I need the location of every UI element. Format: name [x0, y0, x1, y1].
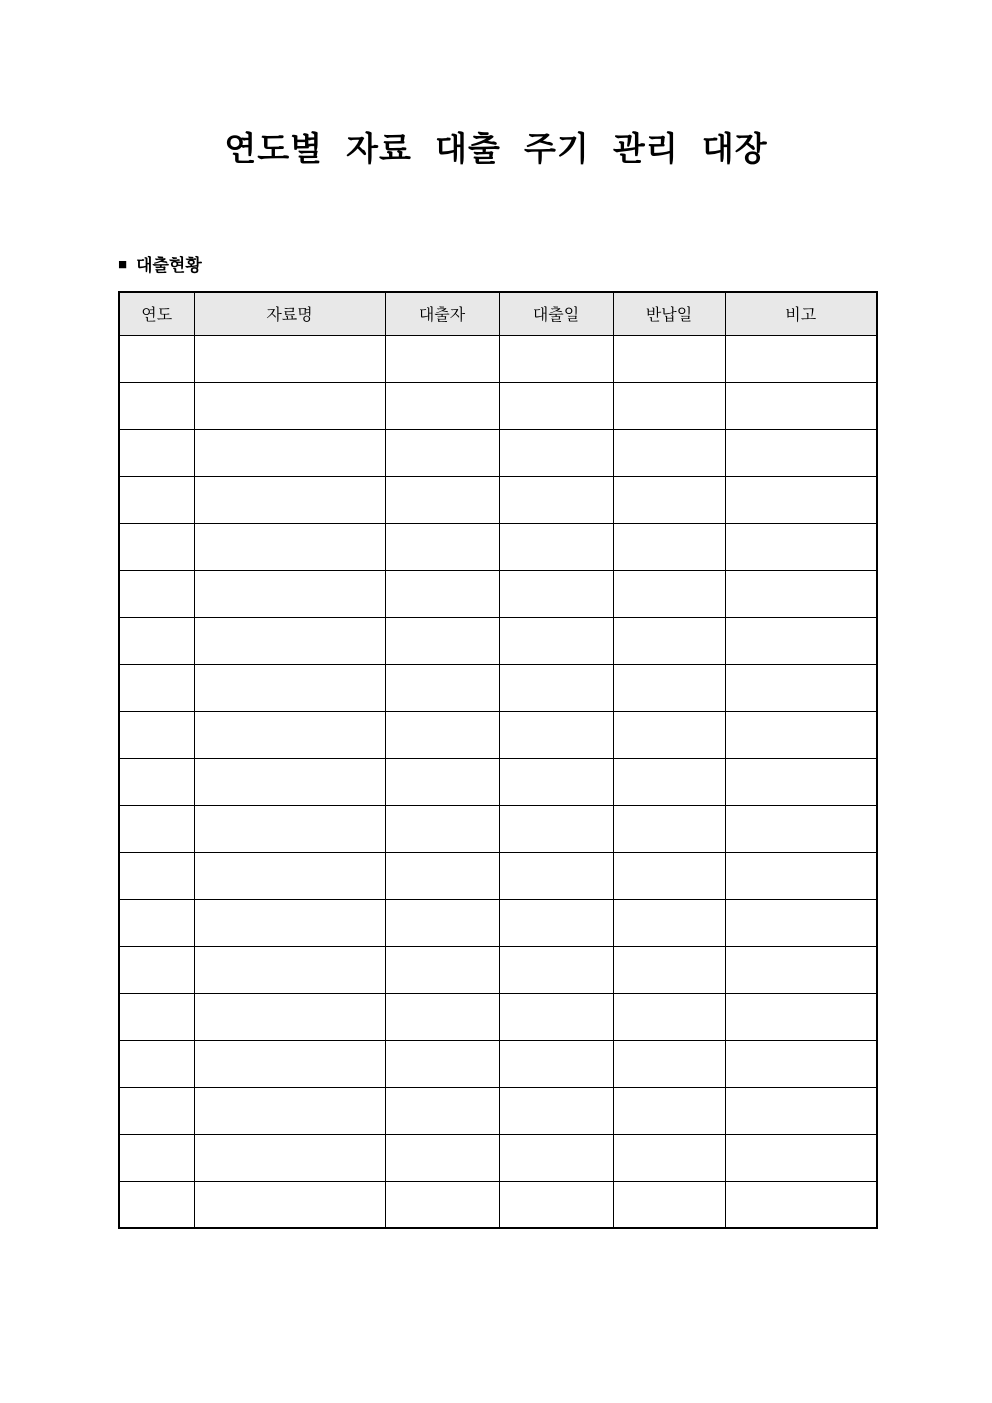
- cell-year[interactable]: [119, 335, 194, 382]
- table-row: [119, 570, 877, 617]
- document-title: 연도별 자료 대출 주기 관리 대장: [224, 130, 768, 167]
- cell-material-name[interactable]: [194, 899, 385, 946]
- cell-loan-date[interactable]: [499, 664, 613, 711]
- cell-year[interactable]: [119, 570, 194, 617]
- cell-return-date[interactable]: [613, 946, 725, 993]
- cell-loan-date[interactable]: [499, 335, 613, 382]
- cell-material-name[interactable]: [194, 711, 385, 758]
- cell-remarks[interactable]: [725, 993, 877, 1040]
- cell-return-date[interactable]: [613, 899, 725, 946]
- table-row: [119, 805, 877, 852]
- cell-material-name[interactable]: [194, 429, 385, 476]
- cell-remarks[interactable]: [725, 1181, 877, 1228]
- cell-material-name[interactable]: [194, 993, 385, 1040]
- cell-remarks[interactable]: [725, 523, 877, 570]
- cell-loan-date[interactable]: [499, 852, 613, 899]
- cell-material-name[interactable]: [194, 946, 385, 993]
- cell-return-date[interactable]: [613, 1181, 725, 1228]
- cell-return-date[interactable]: [613, 711, 725, 758]
- section-header: [118, 251, 202, 276]
- cell-loan-date[interactable]: [499, 476, 613, 523]
- cell-loan-date[interactable]: [499, 570, 613, 617]
- cell-return-date[interactable]: [613, 993, 725, 1040]
- cell-remarks[interactable]: [725, 1040, 877, 1087]
- cell-borrower[interactable]: [385, 805, 499, 852]
- cell-year[interactable]: [119, 852, 194, 899]
- cell-year[interactable]: [119, 758, 194, 805]
- cell-remarks[interactable]: [725, 899, 877, 946]
- table-row: [119, 523, 877, 570]
- cell-borrower[interactable]: [385, 429, 499, 476]
- cell-loan-date[interactable]: [499, 946, 613, 993]
- cell-return-date[interactable]: [613, 1134, 725, 1181]
- cell-material-name[interactable]: [194, 335, 385, 382]
- cell-material-name[interactable]: [194, 476, 385, 523]
- table-row: [119, 711, 877, 758]
- cell-remarks[interactable]: [725, 758, 877, 805]
- cell-borrower[interactable]: [385, 946, 499, 993]
- cell-remarks[interactable]: [725, 946, 877, 993]
- column-header-remarks: 비고: [725, 292, 877, 335]
- table-row: [119, 1181, 877, 1228]
- table-row: [119, 899, 877, 946]
- table-row: [119, 1134, 877, 1181]
- cell-borrower[interactable]: [385, 523, 499, 570]
- cell-borrower[interactable]: [385, 570, 499, 617]
- cell-remarks[interactable]: [725, 617, 877, 664]
- cell-return-date[interactable]: [613, 617, 725, 664]
- cell-year[interactable]: [119, 382, 194, 429]
- table-row: [119, 946, 877, 993]
- cell-remarks[interactable]: [725, 429, 877, 476]
- cell-year[interactable]: [119, 899, 194, 946]
- cell-loan-date[interactable]: [499, 382, 613, 429]
- cell-material-name[interactable]: [194, 1134, 385, 1181]
- cell-return-date[interactable]: [613, 570, 725, 617]
- cell-return-date[interactable]: [613, 1040, 725, 1087]
- cell-return-date[interactable]: [613, 664, 725, 711]
- cell-borrower[interactable]: [385, 382, 499, 429]
- cell-borrower[interactable]: [385, 852, 499, 899]
- cell-remarks[interactable]: [725, 382, 877, 429]
- cell-material-name[interactable]: [194, 382, 385, 429]
- cell-loan-date[interactable]: [499, 617, 613, 664]
- cell-borrower[interactable]: [385, 476, 499, 523]
- cell-borrower[interactable]: [385, 664, 499, 711]
- cell-material-name[interactable]: [194, 1040, 385, 1087]
- table-row: [119, 1087, 877, 1134]
- cell-year[interactable]: [119, 946, 194, 993]
- cell-remarks[interactable]: [725, 711, 877, 758]
- cell-loan-date[interactable]: [499, 523, 613, 570]
- cell-loan-date[interactable]: [499, 429, 613, 476]
- cell-year[interactable]: [119, 476, 194, 523]
- cell-material-name[interactable]: [194, 523, 385, 570]
- cell-loan-date[interactable]: [499, 1181, 613, 1228]
- cell-return-date[interactable]: [613, 1087, 725, 1134]
- cell-remarks[interactable]: [725, 664, 877, 711]
- cell-loan-date[interactable]: [499, 993, 613, 1040]
- cell-material-name[interactable]: [194, 617, 385, 664]
- cell-return-date[interactable]: [613, 476, 725, 523]
- cell-borrower[interactable]: [385, 617, 499, 664]
- table-row: [119, 1040, 877, 1087]
- cell-year[interactable]: [119, 1181, 194, 1228]
- cell-return-date[interactable]: [613, 382, 725, 429]
- cell-year[interactable]: [119, 1087, 194, 1134]
- cell-year[interactable]: [119, 805, 194, 852]
- table-row: [119, 993, 877, 1040]
- table-row: [119, 476, 877, 523]
- cell-remarks[interactable]: [725, 1134, 877, 1181]
- cell-borrower[interactable]: [385, 711, 499, 758]
- cell-return-date[interactable]: [613, 805, 725, 852]
- cell-return-date[interactable]: [613, 429, 725, 476]
- cell-return-date[interactable]: [613, 758, 725, 805]
- cell-year[interactable]: [119, 1040, 194, 1087]
- cell-loan-date[interactable]: [499, 1040, 613, 1087]
- cell-year[interactable]: [119, 664, 194, 711]
- column-header-loan-date: 대출일: [499, 292, 613, 335]
- cell-material-name[interactable]: [194, 805, 385, 852]
- cell-return-date[interactable]: [613, 852, 725, 899]
- cell-borrower[interactable]: [385, 1087, 499, 1134]
- table-row: [119, 429, 877, 476]
- cell-year[interactable]: [119, 993, 194, 1040]
- cell-remarks[interactable]: [725, 1087, 877, 1134]
- cell-loan-date[interactable]: [499, 711, 613, 758]
- cell-borrower[interactable]: [385, 758, 499, 805]
- cell-loan-date[interactable]: [499, 899, 613, 946]
- cell-return-date[interactable]: [613, 523, 725, 570]
- table-row: [119, 852, 877, 899]
- cell-year[interactable]: [119, 523, 194, 570]
- table-row: [119, 617, 877, 664]
- cell-year[interactable]: [119, 429, 194, 476]
- cell-material-name[interactable]: [194, 1087, 385, 1134]
- cell-year[interactable]: [119, 711, 194, 758]
- cell-borrower[interactable]: [385, 1134, 499, 1181]
- table-row: [119, 335, 877, 382]
- column-header-return-date: 반납일: [613, 292, 725, 335]
- table-header-row: [119, 292, 877, 335]
- cell-borrower[interactable]: [385, 1181, 499, 1228]
- cell-borrower[interactable]: [385, 335, 499, 382]
- cell-year[interactable]: [119, 617, 194, 664]
- cell-remarks[interactable]: [725, 476, 877, 523]
- cell-return-date[interactable]: [613, 335, 725, 382]
- cell-material-name[interactable]: [194, 758, 385, 805]
- cell-loan-date[interactable]: [499, 805, 613, 852]
- column-header-material-name: 자료명: [194, 292, 385, 335]
- cell-material-name[interactable]: [194, 570, 385, 617]
- cell-material-name[interactable]: [194, 664, 385, 711]
- section-label: 대출현황: [136, 256, 202, 275]
- cell-loan-date[interactable]: [499, 1087, 613, 1134]
- cell-borrower[interactable]: [385, 1040, 499, 1087]
- cell-remarks[interactable]: [725, 852, 877, 899]
- table-row: [119, 758, 877, 805]
- cell-borrower[interactable]: [385, 899, 499, 946]
- table-row: [119, 664, 877, 711]
- cell-year[interactable]: [119, 1134, 194, 1181]
- cell-material-name[interactable]: [194, 1181, 385, 1228]
- black-square-bullet-icon: ■: [118, 256, 128, 273]
- cell-remarks[interactable]: [725, 570, 877, 617]
- column-header-borrower: 대출자: [385, 292, 499, 335]
- table-row: [119, 382, 877, 429]
- column-header-year: 연도: [119, 292, 194, 335]
- cell-remarks[interactable]: [725, 335, 877, 382]
- cell-material-name[interactable]: [194, 852, 385, 899]
- cell-borrower[interactable]: [385, 993, 499, 1040]
- cell-loan-date[interactable]: [499, 1134, 613, 1181]
- cell-remarks[interactable]: [725, 805, 877, 852]
- loan-status-table: [118, 291, 878, 1229]
- cell-loan-date[interactable]: [499, 758, 613, 805]
